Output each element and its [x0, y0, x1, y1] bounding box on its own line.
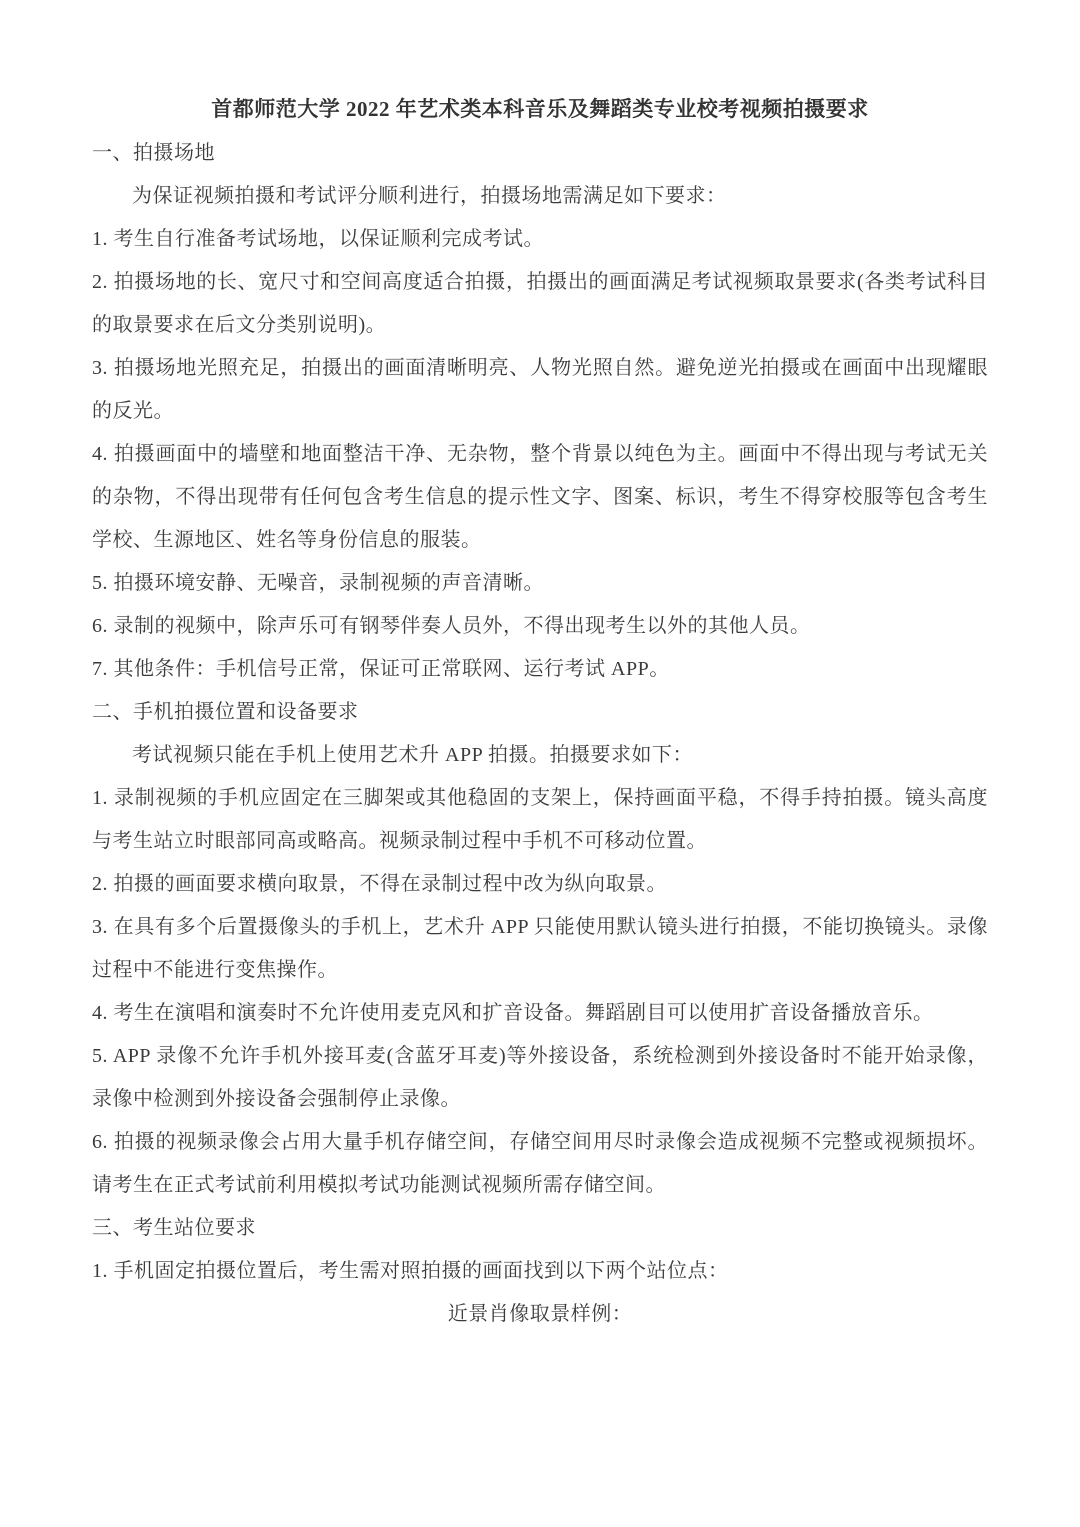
section-3-heading: 三、考生站位要求 — [92, 1217, 256, 1239]
document-body — [92, 86, 988, 1336]
section-2-item-5: 5. APP 录像不允许手机外接耳麦(含蓝牙耳麦)等外接设备，系统检测到外接设备时不能开始录像，录像中检测到外接设备会强制停止录像。 — [92, 1045, 988, 1110]
doc-title: 首都师范大学 2022 年艺术类本科音乐及舞蹈类专业校考视频拍摄要求 — [211, 97, 869, 121]
section-2-item-2: 2. 拍摄的画面要求横向取景，不得在录制过程中改为纵向取景。 — [92, 873, 667, 895]
section-1-intro: 为保证视频拍摄和考试评分顺利进行，拍摄场地需满足如下要求： — [132, 185, 727, 207]
section-1-item-4: 4. 拍摄画面中的墙壁和地面整洁干净、无杂物，整个背景以纯色为主。画面中不得出现与考试无关的杂物，不得出现带有任何包含考生信息的提示性文字、图案、标识，考生不得穿校服等包含考生学校、生源地区、姓名等身份信息的服装。 — [92, 443, 988, 551]
section-2-item-3: 3. 在具有多个后置摄像头的手机上，艺术升 APP 只能使用默认镜头进行拍摄，不能切换镜头。录像过程中不能进行变焦操作。 — [92, 916, 988, 981]
section-2-heading: 二、手机拍摄位置和设备要求 — [92, 701, 359, 723]
section-1-item-5: 5. 拍摄环境安静、无噪音，录制视频的声音清晰。 — [92, 572, 544, 594]
section-3-item-1: 1. 手机固定拍摄位置后，考生需对照拍摄的画面找到以下两个站位点： — [92, 1260, 729, 1282]
section-1-item-1: 1. 考生自行准备考试场地，以保证顺利完成考试。 — [92, 228, 544, 250]
section-2-intro: 考试视频只能在手机上使用艺术升 APP 拍摄。拍摄要求如下： — [132, 744, 693, 766]
section-1-item-3: 3. 拍摄场地光照充足，拍摄出的画面清晰明亮、人物光照自然。避免逆光拍摄或在画面中出现耀眼的反光。 — [92, 357, 988, 422]
section-2-item-4: 4. 考生在演唱和演奏时不允许使用麦克风和扩音设备。舞蹈剧目可以使用扩音设备播放音乐。 — [92, 1002, 934, 1024]
section-1-heading: 一、拍摄场地 — [92, 142, 215, 164]
section-1-item-7: 7. 其他条件：手机信号正常，保证可正常联网、运行考试 APP。 — [92, 658, 670, 680]
section-2-item-1: 1. 录制视频的手机应固定在三脚架或其他稳固的支架上，保持画面平稳，不得手持拍摄。镜头高度与考生站立时眼部同高或略高。视频录制过程中手机不可移动位置。 — [92, 787, 988, 852]
section-2-item-6: 6. 拍摄的视频录像会占用大量手机存储空间，存储空间用尽时录像会造成视频不完整或视频损坏。请考生在正式考试前利用模拟考试功能测试视频所需存储空间。 — [92, 1131, 988, 1196]
section-1-item-6: 6. 录制的视频中，除声乐可有钢琴伴奏人员外，不得出现考生以外的其他人员。 — [92, 615, 811, 637]
figure-caption: 近景肖像取景样例： — [447, 1303, 633, 1325]
section-1-item-2: 2. 拍摄场地的长、宽尺寸和空间高度适合拍摄，拍摄出的画面满足考试视频取景要求(各类考试科目的取景要求在后文分类别说明)。 — [92, 271, 988, 336]
